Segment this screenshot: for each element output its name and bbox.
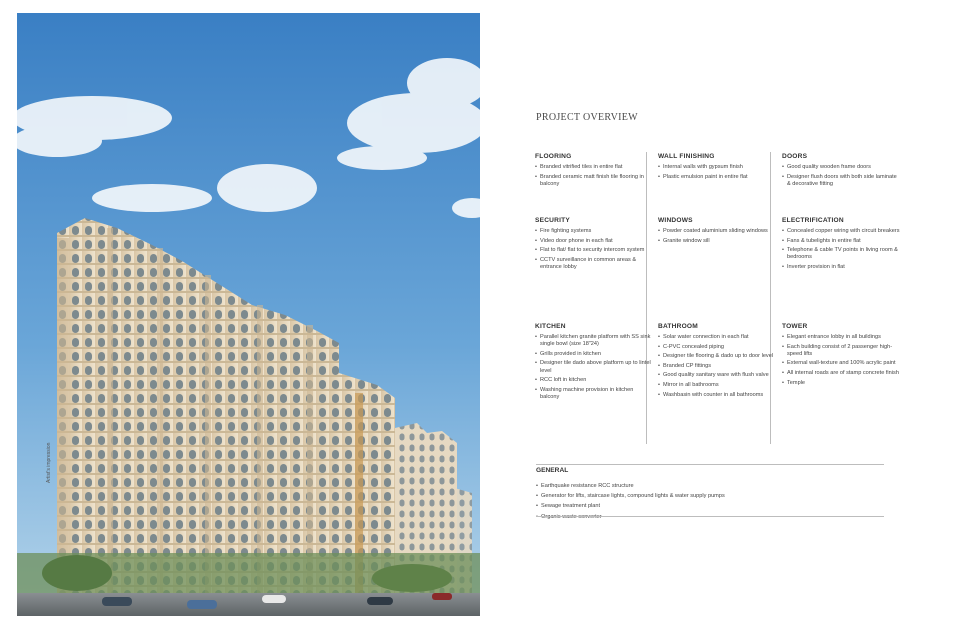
list-item: • Good quality sanitary ware with flush valve: [658, 372, 776, 379]
list-item: • Concealed copper wiring with circuit breakers: [782, 228, 900, 235]
section-kitchen: [535, 323, 653, 404]
section-windows: [658, 217, 776, 247]
section-list: [535, 228, 653, 271]
list-item: • Elegant entrance lobby in all buildings: [782, 334, 900, 341]
list-item: • Designer flush doors with both side laminate & decorative fitting: [782, 174, 900, 189]
section-list: [782, 334, 900, 387]
section-wall-finishing: [658, 153, 776, 183]
section-bathroom: [658, 323, 776, 401]
section-general: [536, 459, 884, 524]
list-item: • Internal walls with gypsum finish: [658, 164, 776, 171]
list-item: • Granite window sill: [658, 238, 776, 245]
list-item: • Washing machine provision in kitchen balcony: [535, 387, 653, 402]
list-item: • Solar water connection in each flat: [658, 334, 776, 341]
list-item: • Branded CP fittings: [658, 363, 776, 370]
list-item: • Designer tile dado above platform up to lintel level: [535, 360, 653, 375]
section-electrification: [782, 217, 900, 274]
list-item: • Parallel kitchen granite platform with SS sink single bowl (size 18"24): [535, 334, 653, 349]
list-item: • Fans & tubelights in entire flat: [782, 238, 900, 245]
list-item: • RCC loft in kitchen: [535, 377, 653, 384]
section-heading: BATHROOM: [658, 323, 698, 330]
section-list: [782, 164, 900, 188]
building-illustration: [17, 13, 480, 616]
section-list: [535, 334, 653, 402]
list-item: • Grills provided in kitchen: [535, 351, 653, 358]
list-item: • Good quality wooden frame doors: [782, 164, 900, 171]
list-item: • Powder coated aluminium sliding windows: [658, 228, 776, 235]
list-item: • Generator for lifts, staircase lights, compound lights & water supply pumps: [536, 493, 884, 500]
section-heading: WALL FINISHING: [658, 153, 715, 160]
list-item: • Washbasin with counter in all bathrooms: [658, 392, 776, 399]
list-item: • Organic waste converter: [536, 514, 884, 521]
list-item: • Video door phone in each flat: [535, 238, 653, 245]
section-heading: TOWER: [782, 323, 808, 330]
page-title: PROJECT OVERVIEW: [536, 112, 638, 123]
list-item: • Designer tile flooring & dado up to door level: [658, 353, 776, 360]
section-tower: [782, 323, 900, 389]
list-item: • Branded ceramic matt finish tile flooring in balcony: [535, 174, 653, 189]
section-doors: [782, 153, 900, 190]
list-item: • CCTV surveillance in common areas & entrance lobby: [535, 257, 653, 272]
list-item: • Sewage treatment plant: [536, 503, 884, 510]
section-heading: KITCHEN: [535, 323, 566, 330]
section-list: [658, 334, 776, 399]
section-list: [782, 228, 900, 271]
section-flooring: [535, 153, 653, 190]
list-item: • Fire fighting systems: [535, 228, 653, 235]
image-caption: Artist's impression: [46, 442, 52, 483]
section-list: [658, 164, 776, 181]
building-image: [17, 13, 480, 616]
list-item: • C-PVC concealed piping: [658, 344, 776, 351]
list-item: • Telephone & cable TV points in living room & bedrooms: [782, 247, 900, 262]
list-item: • Plastic emulsion paint in entire flat: [658, 174, 776, 181]
section-security: [535, 217, 653, 274]
list-item: • Earthquake resistance RCC structure: [536, 483, 884, 490]
list-item: • Mirror in all bathrooms: [658, 382, 776, 389]
list-item: • Each building consist of 2 passenger high-speed lifts: [782, 344, 900, 359]
list-item: • Inverter provision in flat: [782, 264, 900, 271]
section-list: [535, 164, 653, 188]
divider: [536, 516, 884, 517]
section-heading: DOORS: [782, 153, 808, 160]
section-heading: SECURITY: [535, 217, 570, 224]
section-heading: GENERAL: [536, 467, 572, 474]
list-item: • All internal roads are of stamp concrete finish: [782, 370, 900, 377]
section-heading: ELECTRIFICATION: [782, 217, 844, 224]
section-heading: FLOORING: [535, 153, 572, 160]
list-item: • Flat to flat/ flat to security intercom system: [535, 247, 653, 254]
divider: [536, 464, 884, 465]
section-heading: WINDOWS: [658, 217, 693, 224]
list-item: • Temple: [782, 380, 900, 387]
list-item: • External wall-texture and 100% acrylic paint: [782, 360, 900, 367]
section-list: [658, 228, 776, 245]
list-item: • Branded vitrified tiles in entire flat: [535, 164, 653, 171]
